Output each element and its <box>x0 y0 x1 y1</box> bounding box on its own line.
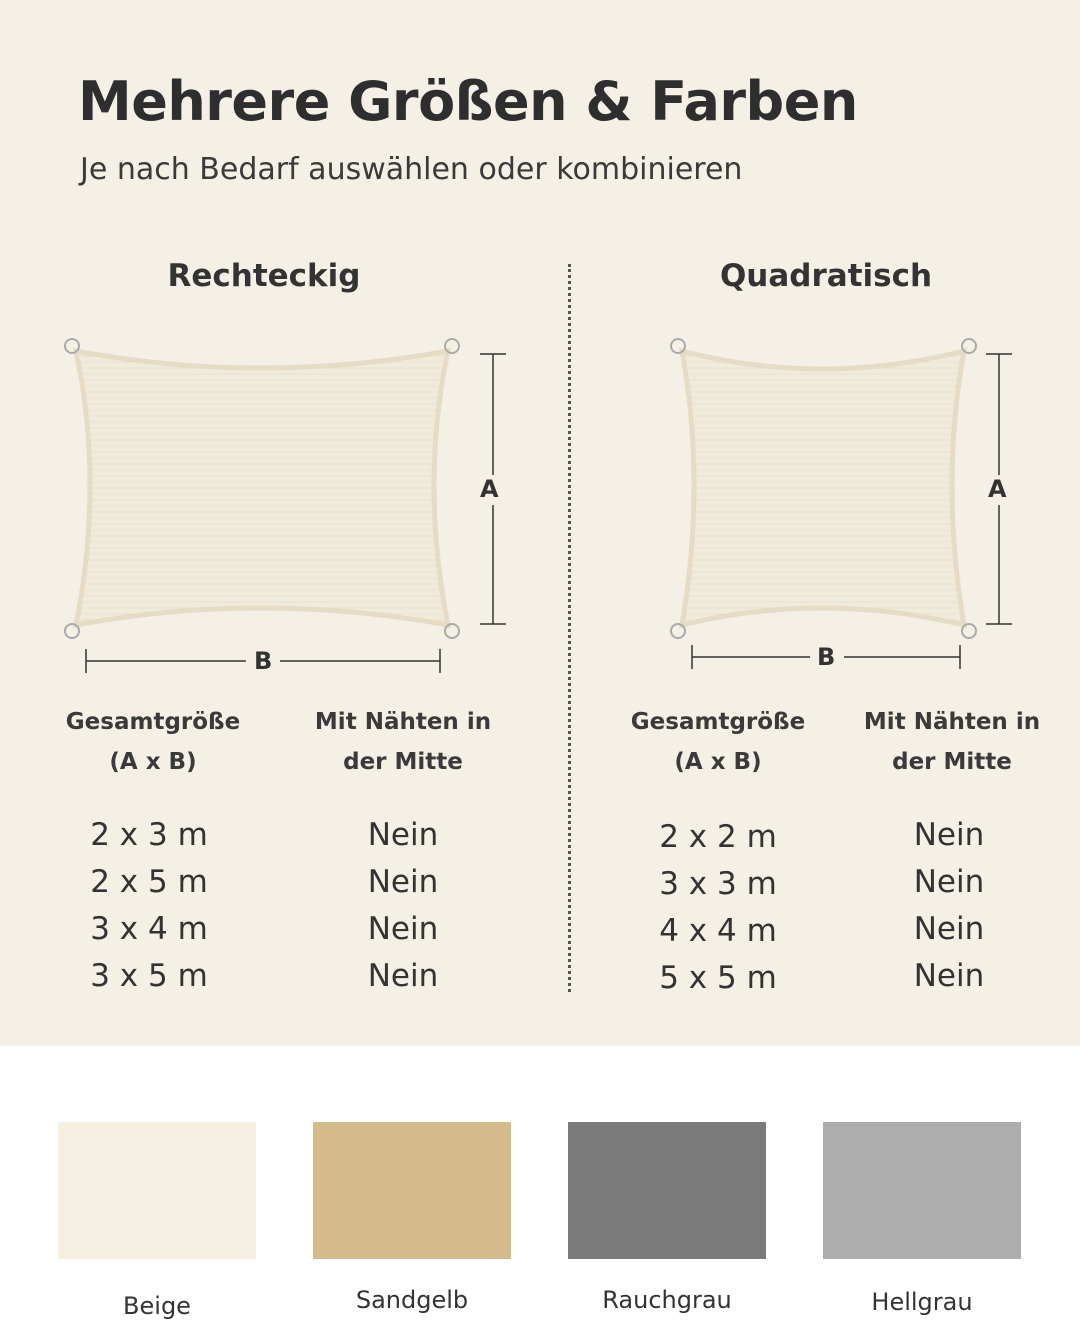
seams-value: Nein <box>913 958 985 994</box>
page-title: Mehrere Größen & Farben <box>78 70 858 133</box>
size-value: 3 x 5 m <box>90 958 208 994</box>
size-value: 5 x 5 m <box>659 960 777 996</box>
grommet <box>445 624 459 638</box>
column-header-total-size: Gesamtgröße (A x B) <box>630 709 806 775</box>
column-header-seams: Mit Nähten in der Mitte <box>863 709 1041 775</box>
seams-value: Nein <box>367 911 439 947</box>
grommet <box>671 339 685 353</box>
column-header-total-size: Gesamtgröße (A x B) <box>65 709 241 775</box>
panel-title-rectangular: Rechteckig <box>167 258 361 294</box>
panel-title-square: Quadratisch <box>719 258 933 294</box>
color-swatch-sandgelb[interactable] <box>313 1122 511 1259</box>
size-value: 4 x 4 m <box>659 913 777 949</box>
seams-value: Nein <box>913 864 985 900</box>
color-swatch-beige[interactable] <box>58 1122 256 1259</box>
dimension-b-label: B <box>254 647 273 675</box>
dimension-a-label: A <box>988 475 1007 503</box>
color-label-beige: Beige <box>123 1292 191 1320</box>
size-value: 2 x 2 m <box>659 819 777 855</box>
shade-sail-square <box>682 351 964 625</box>
grommet <box>962 339 976 353</box>
square-shade-diagram <box>660 335 1030 675</box>
grommet <box>671 624 685 638</box>
color-swatch-rauchgrau[interactable] <box>568 1122 766 1259</box>
rectangular-shade-diagram <box>60 335 520 675</box>
size-value: 2 x 3 m <box>90 817 208 853</box>
size-value: 3 x 3 m <box>659 866 777 902</box>
color-label-sandgelb: Sandgelb <box>355 1286 469 1314</box>
grommet <box>962 624 976 638</box>
page-subtitle: Je nach Bedarf auswählen oder kombinieren <box>80 152 743 187</box>
grommet <box>65 624 79 638</box>
shade-sail-rect <box>76 351 448 625</box>
column-header-seams: Mit Nähten in der Mitte <box>314 709 492 775</box>
grommet <box>65 339 79 353</box>
seams-value: Nein <box>367 817 439 853</box>
size-value: 3 x 4 m <box>90 911 208 947</box>
seams-value: Nein <box>913 817 985 853</box>
seams-value: Nein <box>913 911 985 947</box>
dotted-divider <box>568 264 571 992</box>
color-label-rauchgrau: Rauchgrau <box>602 1286 732 1314</box>
seams-value: Nein <box>367 864 439 900</box>
dimension-a-label: A <box>480 475 499 503</box>
dimension-b-label: B <box>817 643 836 671</box>
color-swatch-hellgrau[interactable] <box>823 1122 1021 1259</box>
grommet <box>445 339 459 353</box>
color-label-hellgrau: Hellgrau <box>871 1288 973 1316</box>
seams-value: Nein <box>367 958 439 994</box>
size-value: 2 x 5 m <box>90 864 208 900</box>
